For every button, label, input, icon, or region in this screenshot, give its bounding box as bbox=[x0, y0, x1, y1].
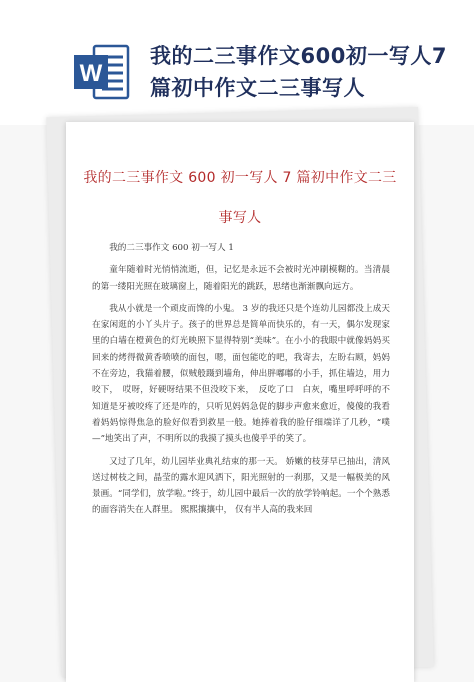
document-title: 我的二三事作文 600 初一写人 7 篇初中作文二三事写人 bbox=[83, 170, 397, 226]
paragraph-3: 又过了几年，幼儿园毕业典礼结束的那一天。 娇嫩的枝芽早已抽出，清风送过树枝之间，晶莹的露水迎风洒下，阳光照射的一刹那，又是一幅极美的风景画。“同学们，放学啦。”终于，幼儿园中最后一次的放学铃响起。一个个熟悉的面容消失在人群里。 熙熙攘攘中， 仅有半人高的我来回 bbox=[92, 456, 390, 516]
paragraph-2: 我从小就是一个顽皮而馋的小鬼。 3 岁的我还只是个连幼儿园都没上成天在家闲逛的小丫头片子。孩子的世界总是简单而快乐的，有一天，偶尔发现家里的白墙在橙黄色的灯光映照下显得特别“美味”。在小小的我眼中就像妈妈买回来的烤得微黄香喷喷的面包，嗯，面包能吃的吧，我寄去，左盼右顾，妈妈不在旁边，我猫着腰，似贼般蹑到墙角，伸出胖嘟嘟的小手，抓住墙边，用力咬下， 哎呀，好硬呀结果不但没咬下来， 反吃了口 白灰，嘴里呼呼呼的不知道是牙被咬疼了还是咋的，只听见妈妈急促的脚步声愈来愈近，傻傻的我看着妈妈惊得焦急的脸好似看到救星一般。她捧着我的脸仔细端详了几秒，“噗—”地笑出了声，不明所以的我摸了摸头也傻乎乎的笑了。 bbox=[92, 303, 390, 445]
word-document-icon bbox=[72, 42, 132, 102]
document-body bbox=[92, 240, 390, 525]
banner-title: 我的二三事作文600初一写人7篇初中作文二三事写人 bbox=[150, 44, 447, 100]
paragraph-1: 童年随着时光悄悄流逝，但，记忆是永远不会被时光冲刷模糊的。当清晨的第一缕阳光照在玻璃窗上，随着阳光的跳跃，思绪也渐渐飘向远方。 bbox=[92, 265, 390, 292]
logo-letter: W bbox=[79, 60, 103, 87]
document-page bbox=[66, 122, 414, 682]
banner bbox=[0, 0, 474, 125]
document-subtitle: 我的二三事作文 600 初一写人 1 bbox=[109, 243, 234, 253]
